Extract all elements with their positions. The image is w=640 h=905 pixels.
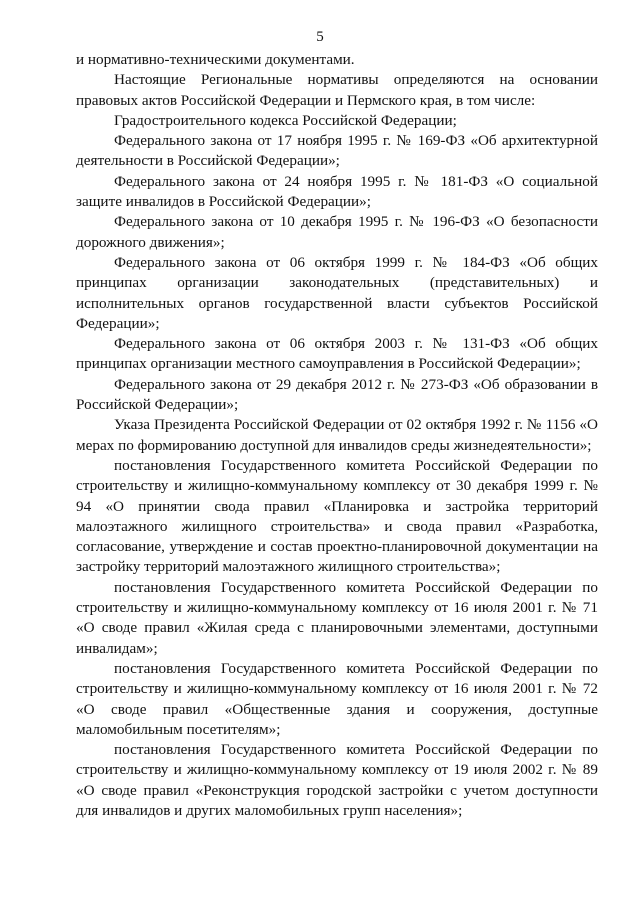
list-item-law-184fz: Федерального закона от 06 октября 1999 г. № 184-ФЗ «Об общих принципах организации законодательных (представительных) и исполнительных органов государственной власти субъектов Российской Федерации»;: [76, 253, 598, 332]
list-item-law-181fz: Федерального закона от 24 ноября 1995 г. № 181-ФЗ «О социальной защите инвалидов в Российской Федерации»;: [76, 172, 598, 211]
list-item-law-273fz: Федерального закона от 29 декабря 2012 г. № 273-ФЗ «Об образовании в Российской Федерации»;: [76, 375, 598, 414]
list-item-decree-1156: Указа Президента Российской Федерации от 02 октября 1992 г. № 1156 «О мерах по формированию доступной для инвалидов среды жизнедеятельности»;: [76, 416, 598, 454]
list-item-law-131fz: Федерального закона от 06 октября 2003 г. № 131-ФЗ «Об общих принципах организации местного самоуправления в Российской Федерации»;: [76, 335, 598, 373]
list-item-law-169fz: Федерального закона от 17 ноября 1995 г. № 169-ФЗ «Об архитектурной деятельности в Российской Федерации»;: [76, 132, 598, 170]
document-body: [76, 50, 598, 821]
list-item-law-196fz: Федерального закона от 10 декабря 1995 г. № 196-ФЗ «О безопасности дорожного движения»;: [76, 213, 598, 251]
paragraph-intro: Настоящие Региональные нормативы определяются на основании правовых актов Российской Федерации и Пермского края, в том числе:: [76, 71, 598, 109]
paragraph-continuation: и нормативно-техническими документами.: [76, 51, 355, 68]
list-item-resolution-71: постановления Государственного комитета Российской Федерации по строительству и жилищно-коммунальному комплексу от 16 июля 2001 г. № 71 «О своде правил «Жилая среда с планировочными элементами, доступными инвалидам»;: [76, 578, 598, 657]
list-item-resolution-72: постановления Государственного комитета Российской Федерации по строительству и жилищно-коммунальному комплексу от 16 июля 2001 г. № 72 «О своде правил «Общественные здания и сооружения, доступные маломобильным посетителям»;: [76, 659, 598, 738]
list-item-urban-planning-code: Градостроительного кодекса Российской Федерации;: [114, 111, 457, 129]
page-number: 5: [316, 29, 324, 45]
list-item-resolution-94: постановления Государственного комитета Российской Федерации по строительству и жилищно-коммунальному комплексу от 30 декабря 1999 г. № 94 «О принятии свода правил «Планировка и застройка территорий малоэтажного жилищного строительства» и свода правил «Разработка, согласование, утверждение и состав проектно-планировочной документации на застройку территорий малоэтажного жилищного строительства»;: [76, 456, 598, 576]
list-item-resolution-89: постановления Государственного комитета Российской Федерации по строительству и жилищно-коммунальному комплексу от 19 июля 2002 г. № 89 «О своде правил «Реконструкция городской застройки с учетом доступности для инвалидов и других маломобильных групп населения»;: [76, 741, 598, 819]
